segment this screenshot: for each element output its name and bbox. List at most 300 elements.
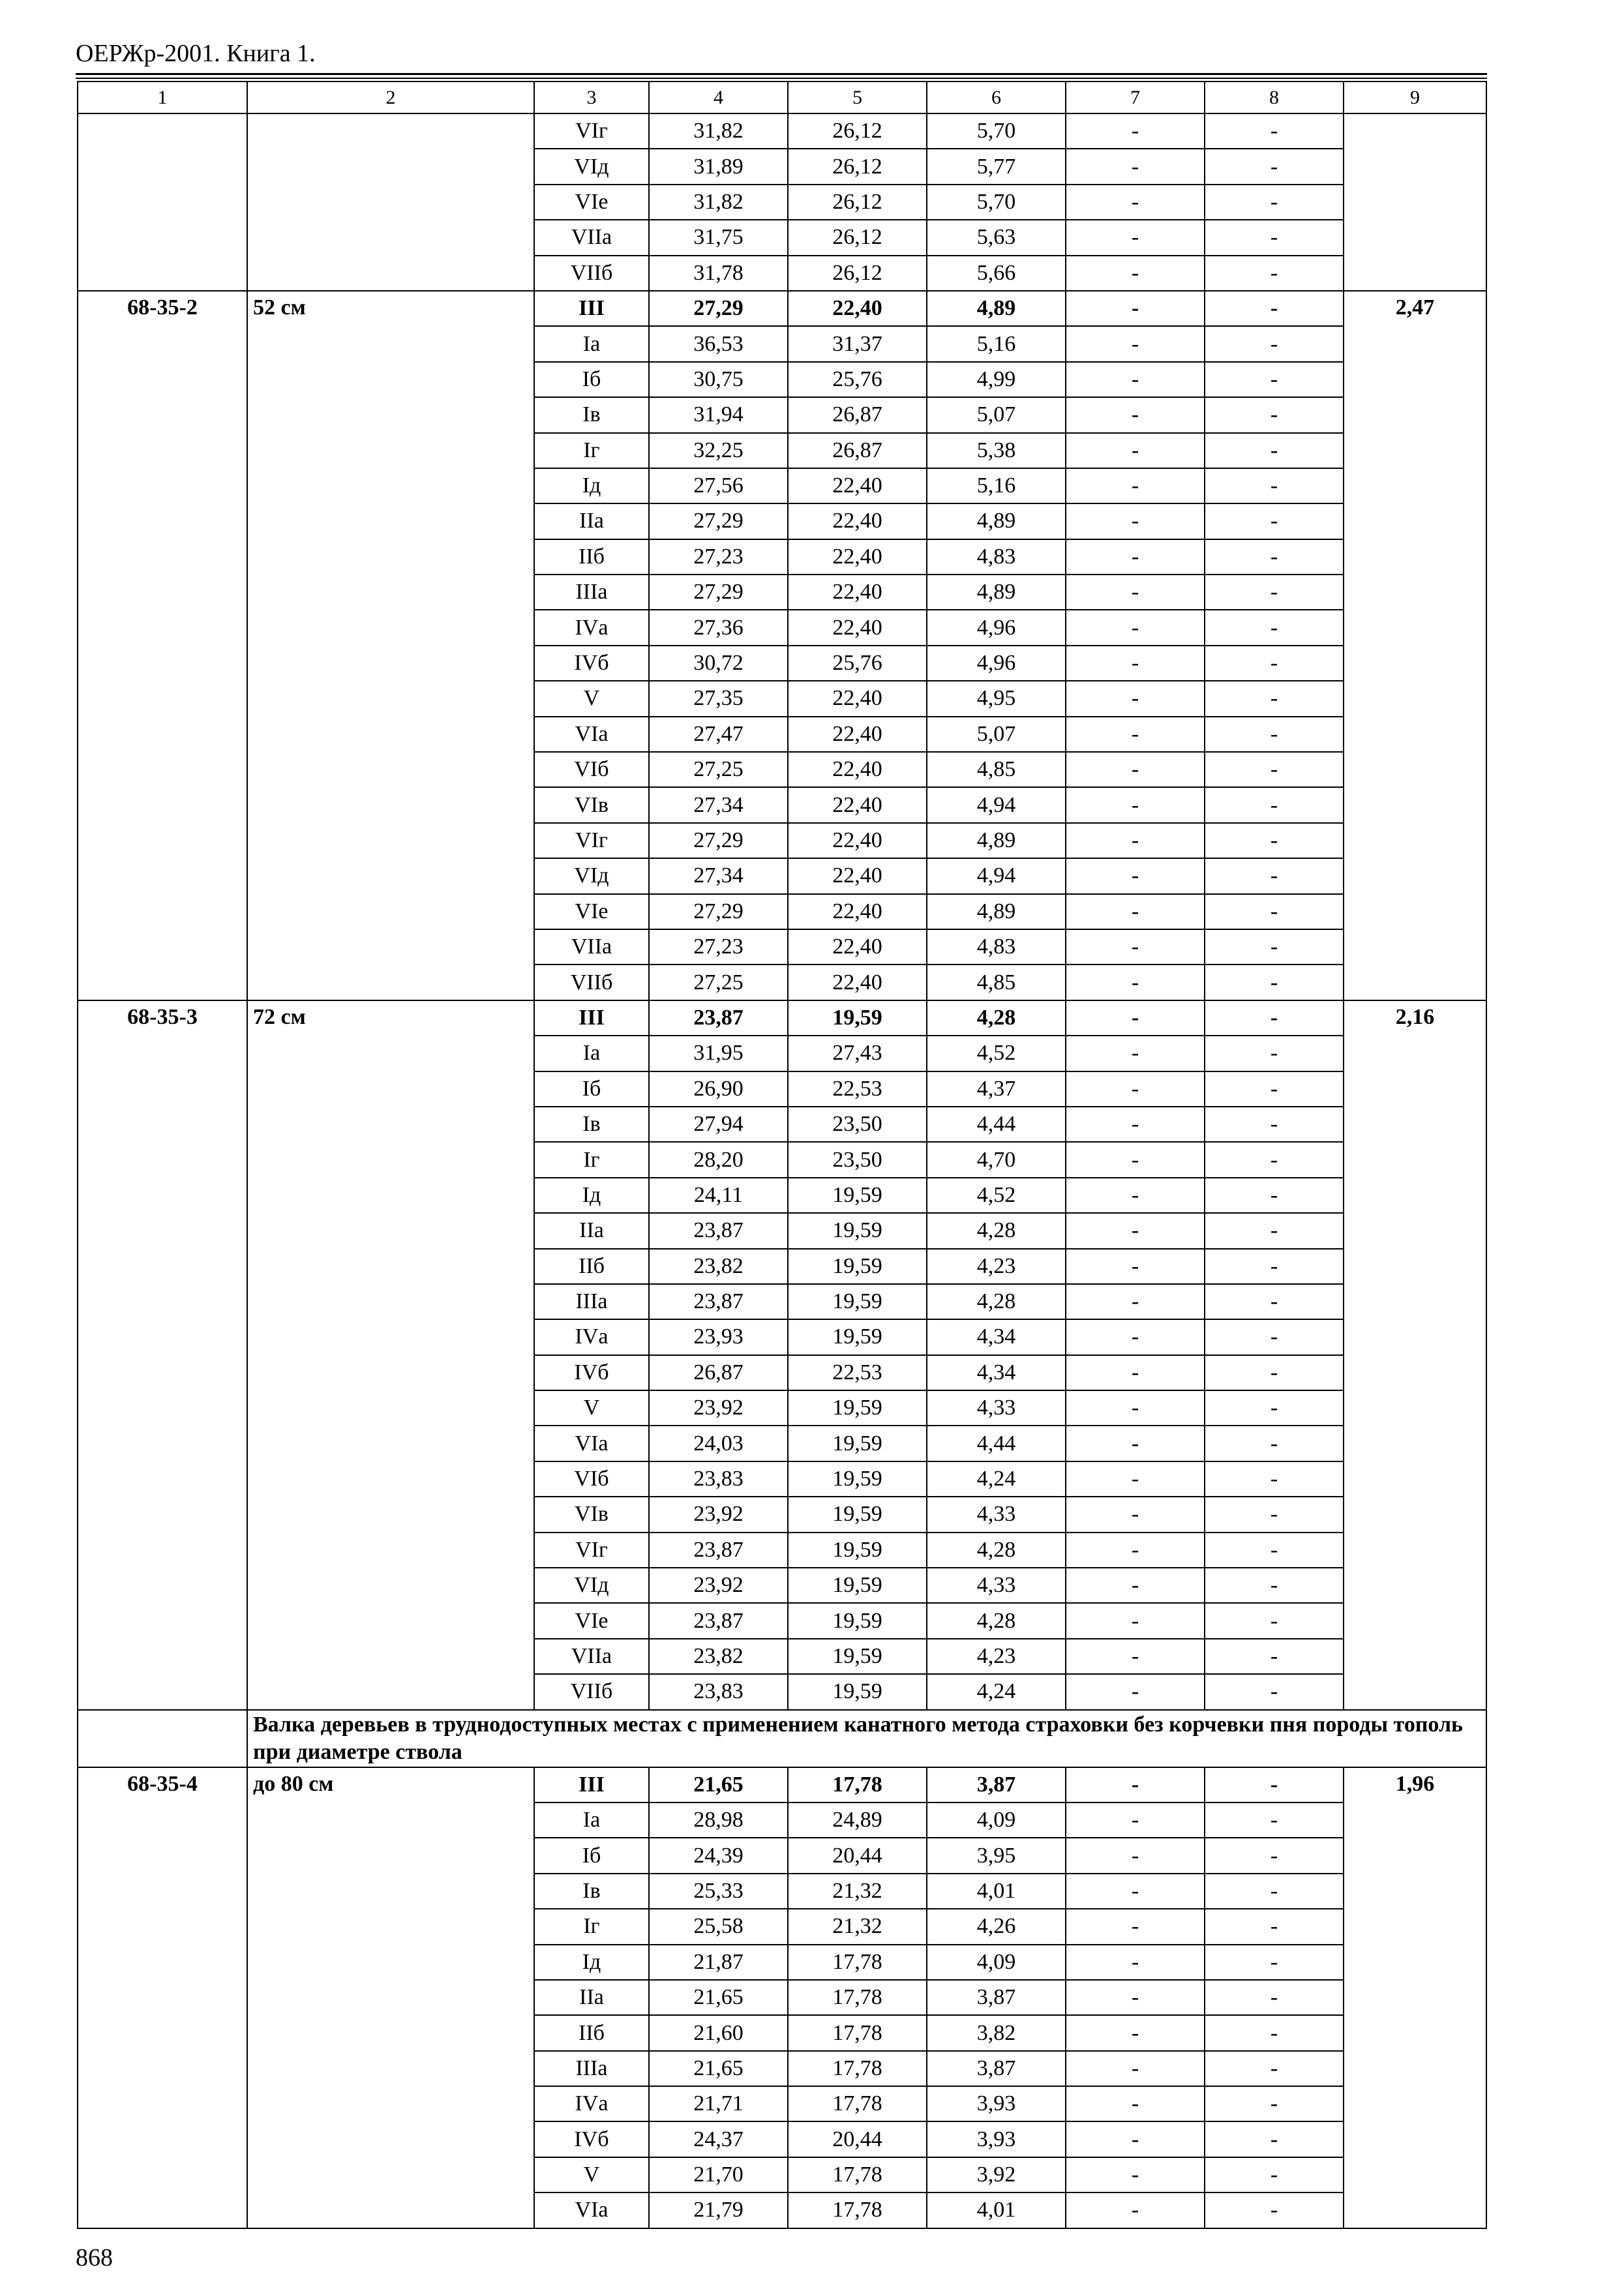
value-col6: 3,87 [927,2051,1066,2086]
value-col6: 4,89 [927,823,1066,858]
zone-cell: VIа [534,2192,649,2228]
value-col5: 19,59 [788,1603,927,1638]
value-col4: 30,75 [649,362,788,397]
value-col4: 27,34 [649,787,788,822]
value-col8: - [1205,1980,1344,2015]
rate-code [78,113,247,291]
value-col7: - [1066,1533,1205,1568]
value-col8: - [1205,894,1344,929]
value-col8: - [1205,1497,1344,1532]
value-col8: - [1205,965,1344,1000]
zone-cell: VIIб [534,1674,649,1709]
value-col5: 22,40 [788,681,927,716]
zone-cell: VIб [534,1461,649,1497]
value-col7: - [1066,1284,1205,1319]
zone-cell: IVб [534,646,649,681]
zone-cell: IIб [534,539,649,575]
value-col4: 23,92 [649,1390,788,1426]
value-col5: 22,40 [788,539,927,575]
value-col8: - [1205,2192,1344,2228]
labor-total [1344,113,1486,291]
value-col8: - [1205,185,1344,220]
value-col7: - [1066,1178,1205,1213]
value-col6: 4,89 [927,503,1066,539]
value-col5: 19,59 [788,1426,927,1461]
value-col4: 31,82 [649,113,788,149]
value-col8: - [1205,433,1344,468]
value-col4: 21,70 [649,2157,788,2192]
column-number: 8 [1205,82,1344,113]
value-col4: 32,25 [649,433,788,468]
value-col4: 27,56 [649,468,788,503]
zone-cell: VIд [534,858,649,893]
value-col7: - [1066,1767,1205,1803]
value-col7: - [1066,646,1205,681]
rate-code: 68-35-4 [78,1767,247,2228]
value-col7: - [1066,1945,1205,1980]
column-number-row [78,82,1486,113]
value-col6: 4,34 [927,1355,1066,1390]
value-col4: 27,29 [649,503,788,539]
value-col6: 3,93 [927,2121,1066,2157]
value-col4: 21,71 [649,2086,788,2121]
value-col6: 4,34 [927,1319,1066,1354]
value-col7: - [1066,1036,1205,1071]
value-col6: 4,85 [927,752,1066,787]
value-col8: - [1205,2086,1344,2121]
value-col5: 19,59 [788,1568,927,1603]
value-col8: - [1205,1036,1344,1071]
value-col4: 27,25 [649,965,788,1000]
value-col4: 23,87 [649,1603,788,1638]
value-col8: - [1205,1071,1344,1107]
value-col5: 31,37 [788,326,927,361]
column-number: 9 [1344,82,1486,113]
value-col7: - [1066,256,1205,291]
rate-description [247,113,534,291]
value-col4: 30,72 [649,646,788,681]
zone-cell: VIв [534,787,649,822]
column-number: 2 [247,82,534,113]
value-col4: 21,65 [649,1980,788,2015]
value-col6: 4,28 [927,1213,1066,1248]
value-col7: - [1066,1107,1205,1142]
column-number: 7 [1066,82,1205,113]
value-col7: - [1066,433,1205,468]
zone-cell: Iг [534,433,649,468]
value-col6: 4,95 [927,681,1066,716]
value-col8: - [1205,1390,1344,1426]
value-col8: - [1205,858,1344,893]
value-col4: 27,23 [649,539,788,575]
zone-cell: VIг [534,1533,649,1568]
value-col7: - [1066,397,1205,432]
value-col6: 3,87 [927,1767,1066,1803]
table-row [78,291,1486,326]
value-col8: - [1205,823,1344,858]
value-col7: - [1066,1909,1205,1944]
value-col6: 4,70 [927,1142,1066,1177]
value-col5: 19,59 [788,1390,927,1426]
value-col5: 22,40 [788,894,927,929]
value-col8: - [1205,113,1344,149]
value-col5: 22,40 [788,610,927,645]
value-col4: 31,89 [649,149,788,184]
value-col6: 4,24 [927,1461,1066,1497]
value-col7: - [1066,894,1205,929]
column-number: 1 [78,82,247,113]
zone-cell: IIа [534,1213,649,1248]
value-col4: 27,34 [649,858,788,893]
value-col5: 17,78 [788,2157,927,2192]
value-col5: 22,40 [788,752,927,787]
value-col7: - [1066,1249,1205,1284]
value-col8: - [1205,2015,1344,2050]
value-col7: - [1066,717,1205,752]
value-col4: 23,87 [649,1284,788,1319]
value-col4: 23,93 [649,1319,788,1354]
value-col8: - [1205,2157,1344,2192]
value-col7: - [1066,1355,1205,1390]
value-col7: - [1066,752,1205,787]
value-col8: - [1205,1674,1344,1709]
value-col8: - [1205,1249,1344,1284]
value-col6: 5,63 [927,220,1066,255]
value-col5: 22,53 [788,1355,927,1390]
value-col8: - [1205,1178,1344,1213]
value-col6: 4,24 [927,1674,1066,1709]
value-col5: 25,76 [788,362,927,397]
value-col6: 4,96 [927,610,1066,645]
value-col4: 27,25 [649,752,788,787]
value-col7: - [1066,2051,1205,2086]
value-col4: 21,87 [649,1945,788,1980]
value-col5: 22,40 [788,575,927,610]
value-col6: 3,82 [927,2015,1066,2050]
zone-cell: Iд [534,1945,649,1980]
value-col5: 19,59 [788,1497,927,1532]
value-col8: - [1205,291,1344,326]
value-col6: 5,77 [927,149,1066,184]
zone-cell: VIIб [534,256,649,291]
value-col8: - [1205,1000,1344,1036]
value-col5: 19,59 [788,1674,927,1709]
value-col8: - [1205,1568,1344,1603]
value-col8: - [1205,1284,1344,1319]
value-col7: - [1066,1603,1205,1638]
zone-cell: IVа [534,2086,649,2121]
column-number: 3 [534,82,649,113]
table-row [78,1000,1486,1036]
value-col8: - [1205,468,1344,503]
value-col6: 4,26 [927,1909,1066,1944]
value-col4: 28,98 [649,1803,788,1838]
zone-cell: VIIа [534,1639,649,1674]
value-col4: 27,29 [649,575,788,610]
value-col7: - [1066,113,1205,149]
value-col4: 21,65 [649,1767,788,1803]
value-col6: 4,37 [927,1071,1066,1107]
value-col5: 22,40 [788,717,927,752]
value-col6: 4,52 [927,1178,1066,1213]
value-col5: 21,32 [788,1874,927,1909]
value-col7: - [1066,1497,1205,1532]
value-col4: 24,11 [649,1178,788,1213]
zone-cell: IVа [534,1319,649,1354]
value-col7: - [1066,1142,1205,1177]
value-col4: 27,29 [649,823,788,858]
zone-cell: Iа [534,326,649,361]
column-number: 5 [788,82,927,113]
zone-cell: III [534,291,649,326]
value-col6: 5,70 [927,185,1066,220]
value-col8: - [1205,220,1344,255]
column-number: 6 [927,82,1066,113]
value-col5: 27,43 [788,1036,927,1071]
value-col4: 27,23 [649,929,788,965]
value-col6: 4,83 [927,539,1066,575]
zone-cell: VIг [534,823,649,858]
value-col5: 26,87 [788,433,927,468]
value-col8: - [1205,2121,1344,2157]
zone-cell: VIв [534,1497,649,1532]
rate-code: 68-35-2 [78,291,247,1000]
value-col8: - [1205,1426,1344,1461]
value-col8: - [1205,610,1344,645]
value-col7: - [1066,1568,1205,1603]
value-col6: 4,33 [927,1497,1066,1532]
value-col5: 17,78 [788,2015,927,2050]
value-col4: 24,37 [649,2121,788,2157]
value-col7: - [1066,787,1205,822]
value-col7: - [1066,1071,1205,1107]
value-col4: 23,82 [649,1249,788,1284]
value-col5: 20,44 [788,1838,927,1873]
value-col8: - [1205,2051,1344,2086]
value-col5: 19,59 [788,1461,927,1497]
value-col4: 31,75 [649,220,788,255]
value-col4: 27,36 [649,610,788,645]
value-col6: 3,87 [927,1980,1066,2015]
value-col8: - [1205,1767,1344,1803]
zone-cell: VIIа [534,929,649,965]
value-col8: - [1205,575,1344,610]
value-col5: 20,44 [788,2121,927,2157]
value-col7: - [1066,2015,1205,2050]
value-col7: - [1066,1213,1205,1248]
value-col6: 4,94 [927,858,1066,893]
value-col5: 22,40 [788,291,927,326]
value-col5: 17,78 [788,2192,927,2228]
value-col7: - [1066,2086,1205,2121]
labor-total: 2,47 [1344,291,1486,1000]
value-col4: 26,90 [649,1071,788,1107]
value-col7: - [1066,220,1205,255]
value-col4: 25,33 [649,1874,788,1909]
value-col5: 26,87 [788,397,927,432]
value-col6: 4,89 [927,291,1066,326]
value-col7: - [1066,149,1205,184]
value-col4: 23,83 [649,1461,788,1497]
rate-description: 52 см [247,291,534,1000]
value-col8: - [1205,503,1344,539]
value-col4: 21,65 [649,2051,788,2086]
value-col4: 24,03 [649,1426,788,1461]
rate-description: 72 см [247,1000,534,1710]
value-col6: 4,33 [927,1390,1066,1426]
value-col4: 36,53 [649,326,788,361]
value-col5: 22,40 [788,787,927,822]
value-col5: 22,40 [788,929,927,965]
value-col7: - [1066,2121,1205,2157]
value-col7: - [1066,1803,1205,1838]
value-col4: 27,94 [649,1107,788,1142]
value-col6: 5,70 [927,113,1066,149]
value-col8: - [1205,1533,1344,1568]
value-col5: 17,78 [788,1980,927,2015]
column-number: 4 [649,82,788,113]
value-col5: 26,12 [788,220,927,255]
value-col6: 5,07 [927,397,1066,432]
value-col7: - [1066,1980,1205,2015]
value-col8: - [1205,1909,1344,1944]
value-col5: 19,59 [788,1249,927,1284]
zone-cell: Iа [534,1036,649,1071]
section-empty-cell [78,1710,247,1767]
value-col6: 4,28 [927,1533,1066,1568]
zone-cell: III [534,1767,649,1803]
value-col8: - [1205,1319,1344,1354]
value-col8: - [1205,787,1344,822]
zone-cell: IIIа [534,575,649,610]
value-col6: 4,96 [927,646,1066,681]
value-col6: 4,01 [927,2192,1066,2228]
value-col4: 23,83 [649,1674,788,1709]
zone-cell: VIд [534,149,649,184]
value-col8: - [1205,539,1344,575]
page-number: 868 [76,2244,113,2271]
value-col4: 31,78 [649,256,788,291]
value-col5: 19,59 [788,1213,927,1248]
value-col5: 26,12 [788,113,927,149]
value-col6: 4,99 [927,362,1066,397]
value-col8: - [1205,717,1344,752]
value-col8: - [1205,1838,1344,1873]
value-col7: - [1066,1426,1205,1461]
zone-cell: Iб [534,362,649,397]
value-col8: - [1205,646,1344,681]
value-col5: 25,76 [788,646,927,681]
value-col6: 3,92 [927,2157,1066,2192]
value-col7: - [1066,326,1205,361]
value-col7: - [1066,1674,1205,1709]
value-col7: - [1066,539,1205,575]
zone-cell: Iб [534,1838,649,1873]
zone-cell: IIIа [534,1284,649,1319]
value-col7: - [1066,1319,1205,1354]
value-col4: 31,95 [649,1036,788,1071]
value-col6: 5,66 [927,256,1066,291]
value-col7: - [1066,362,1205,397]
zone-cell: VIе [534,1603,649,1638]
zone-cell: IIIа [534,2051,649,2086]
value-col5: 19,59 [788,1178,927,1213]
value-col7: - [1066,2157,1205,2192]
value-col6: 4,83 [927,929,1066,965]
value-col6: 3,93 [927,2086,1066,2121]
value-col4: 31,82 [649,185,788,220]
value-col8: - [1205,1874,1344,1909]
value-col6: 4,85 [927,965,1066,1000]
zone-cell: IIб [534,2015,649,2050]
value-col7: - [1066,575,1205,610]
labor-total: 1,96 [1344,1767,1486,2228]
value-col8: - [1205,1803,1344,1838]
section-title: Валка деревьев в труднодоступных местах с применением канатного метода страховки без корчевки пня породы тополь при диаметре ствола [247,1710,1486,1767]
zone-cell: IVа [534,610,649,645]
labor-total: 2,16 [1344,1000,1486,1710]
value-col8: - [1205,1142,1344,1177]
table-row [78,1767,1486,1803]
value-col6: 4,52 [927,1036,1066,1071]
value-col5: 26,12 [788,185,927,220]
value-col8: - [1205,1945,1344,1980]
value-col4: 23,87 [649,1213,788,1248]
value-col5: 22,40 [788,823,927,858]
value-col6: 4,94 [927,787,1066,822]
value-col5: 26,12 [788,256,927,291]
value-col7: - [1066,965,1205,1000]
value-col4: 25,58 [649,1909,788,1944]
zone-cell: Iг [534,1142,649,1177]
zone-cell: V [534,681,649,716]
value-col4: 31,94 [649,397,788,432]
header-rule-thick [76,73,1487,75]
value-col6: 4,28 [927,1284,1066,1319]
value-col5: 17,78 [788,1945,927,1980]
value-col8: - [1205,362,1344,397]
value-col5: 23,50 [788,1107,927,1142]
value-col5: 17,78 [788,1767,927,1803]
zone-cell: IVб [534,2121,649,2157]
value-col6: 4,89 [927,575,1066,610]
value-col8: - [1205,1461,1344,1497]
value-col4: 27,35 [649,681,788,716]
value-col4: 23,92 [649,1497,788,1532]
value-col4: 24,39 [649,1838,788,1873]
value-col6: 4,28 [927,1000,1066,1036]
value-col5: 17,78 [788,2051,927,2086]
rate-description: до 80 см [247,1767,534,2228]
value-col6: 4,23 [927,1249,1066,1284]
value-col7: - [1066,2192,1205,2228]
value-col6: 5,16 [927,326,1066,361]
value-col4: 23,92 [649,1568,788,1603]
value-col6: 4,09 [927,1803,1066,1838]
value-col6: 4,28 [927,1603,1066,1638]
value-col8: - [1205,752,1344,787]
zone-cell: IVб [534,1355,649,1390]
value-col7: - [1066,1838,1205,1873]
value-col6: 5,07 [927,717,1066,752]
value-col4: 21,79 [649,2192,788,2228]
zone-cell: VIе [534,185,649,220]
value-col4: 27,47 [649,717,788,752]
value-col8: - [1205,929,1344,965]
value-col7: - [1066,468,1205,503]
value-col5: 21,32 [788,1909,927,1944]
value-col4: 23,87 [649,1533,788,1568]
